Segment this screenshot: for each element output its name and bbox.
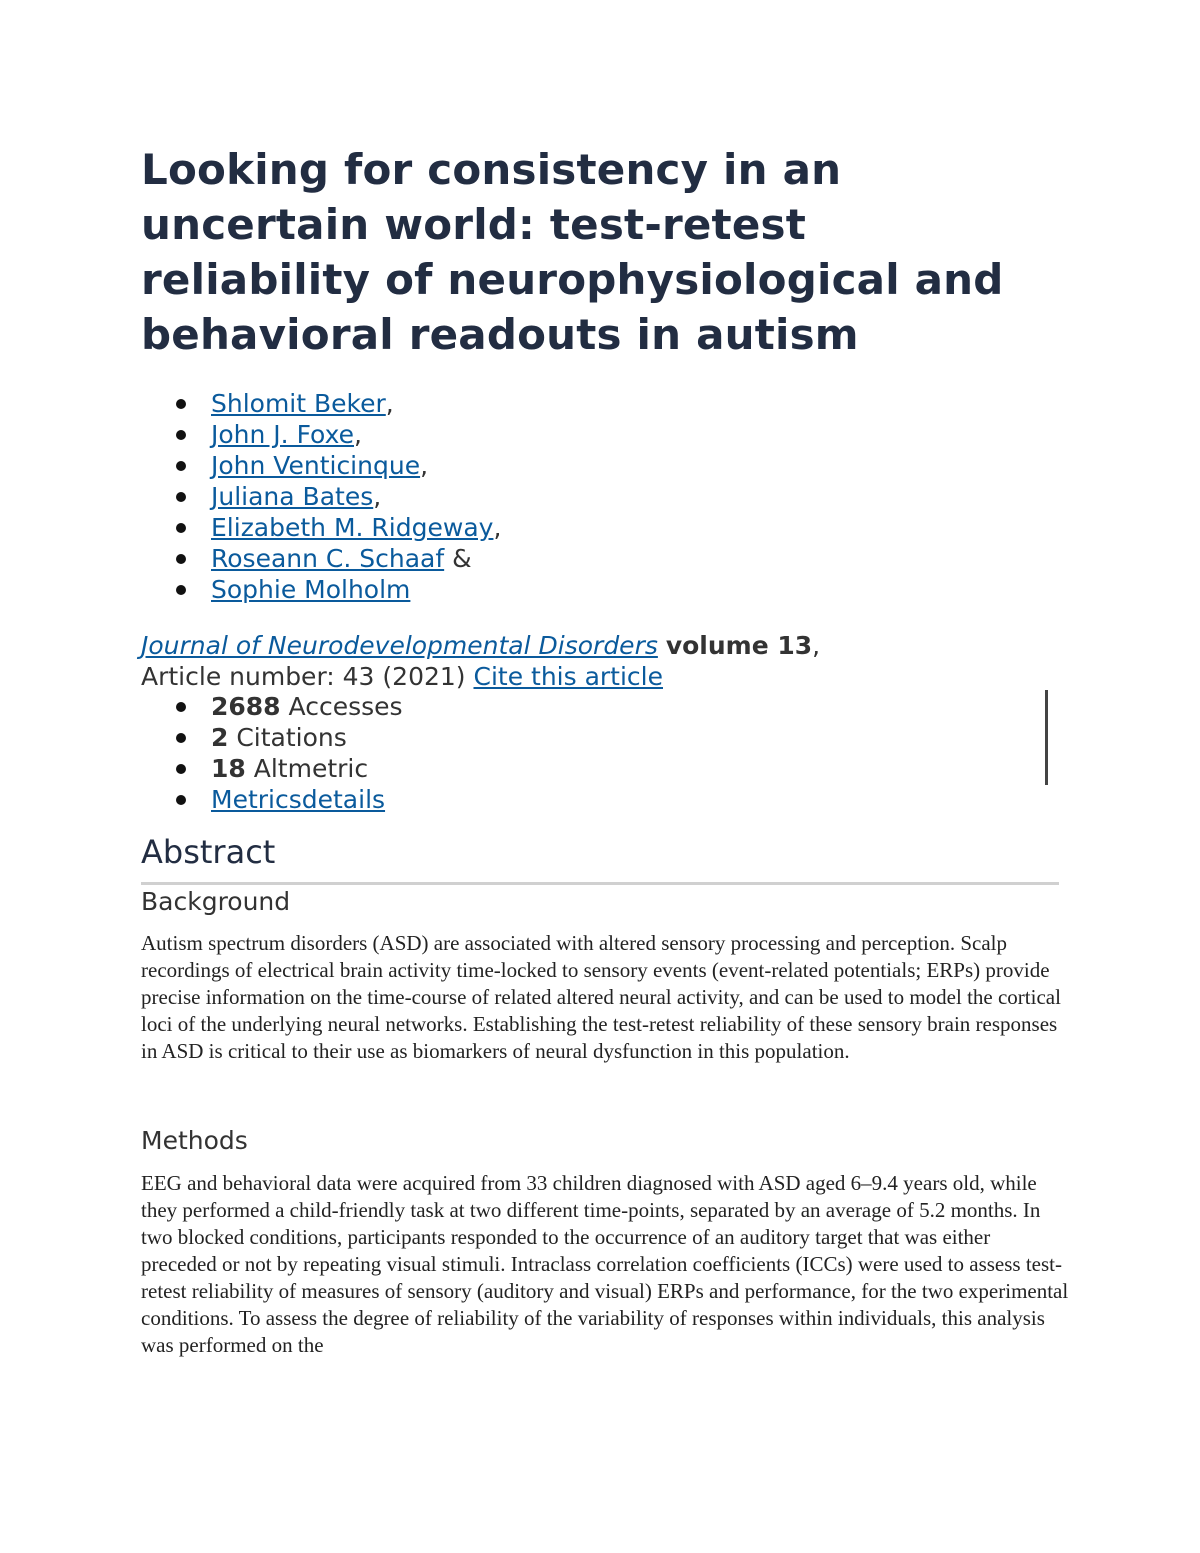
vertical-divider xyxy=(1045,690,1048,785)
author-item xyxy=(141,481,501,512)
author-list xyxy=(141,388,501,605)
bullet-icon xyxy=(176,554,186,564)
author-link[interactable]: Sophie Molholm xyxy=(211,575,411,604)
author-separator: , xyxy=(493,513,502,542)
article-number-line xyxy=(141,661,820,692)
metric-label: Citations xyxy=(228,723,347,752)
bullet-icon xyxy=(176,795,186,805)
metrics-details-link[interactable]: Metricsdetails xyxy=(211,785,386,814)
article-title: Looking for consistency in an uncertain world: test-retest reliability of neurophysiological and behavioral readouts in autism xyxy=(141,145,1004,359)
bullet-icon xyxy=(176,461,186,471)
methods-heading: Methods xyxy=(141,1126,248,1155)
journal-link[interactable]: Journal of Neurodevelopmental Disorders xyxy=(141,631,658,660)
journal-line xyxy=(141,630,820,661)
author-separator: , xyxy=(373,482,382,511)
author-item xyxy=(141,450,501,481)
bullet-icon xyxy=(176,523,186,533)
author-link[interactable]: Roseann C. Schaaf xyxy=(211,544,445,573)
metric-label: Altmetric xyxy=(245,754,369,783)
bullet-icon xyxy=(176,430,186,440)
metric-altmetric xyxy=(141,753,403,784)
journal-citation xyxy=(141,630,820,692)
bullet-icon xyxy=(176,733,186,743)
bullet-icon xyxy=(176,764,186,774)
author-separator: , xyxy=(385,389,394,418)
author-link[interactable]: Shlomit Beker xyxy=(211,389,386,418)
bullet-icon xyxy=(176,399,186,409)
metric-value: 2 xyxy=(211,723,229,752)
methods-paragraph: EEG and behavioral data were acquired from 33 children diagnosed with ASD aged 6–9.4 years old, while they performed a child-friendly task at two different time-points, separated by an average of 5.2 months. In two blocked conditions, participants responded to the occurrence of an auditory target that was either preceded or not by repeating visual stimuli. Intraclass correlation coefficients (ICCs) were used to assess test-retest reliability of measures of sensory (auditory and visual) ERPs and performance, for the two experimental conditions. To assess the degree of reliability of the variability of responses within individuals, this analysis was performed on the xyxy=(141,1171,1069,1357)
author-link[interactable]: Elizabeth M. Ridgeway xyxy=(211,513,494,542)
metric-value: 2688 xyxy=(211,692,281,721)
abstract-heading: Abstract xyxy=(141,833,276,871)
cite-article-link[interactable]: Cite this article xyxy=(473,662,663,691)
metric-label: Accesses xyxy=(280,692,403,721)
author-item xyxy=(141,543,501,574)
abstract-rule xyxy=(141,882,1059,885)
author-separator: & xyxy=(444,544,472,573)
author-link[interactable]: John J. Foxe xyxy=(211,420,354,449)
metric-citations xyxy=(141,722,403,753)
author-item xyxy=(141,512,501,543)
journal-volume: volume 13 xyxy=(665,631,813,660)
bullet-icon xyxy=(176,585,186,595)
author-separator: , xyxy=(354,420,362,449)
bullet-icon xyxy=(176,492,186,502)
volume-separator: , xyxy=(812,631,821,660)
author-separator: , xyxy=(420,451,429,480)
background-paragraph: Autism spectrum disorders (ASD) are associated with altered sensory processing and perception. Scalp recordings of electrical brain activity time-locked to sensory events (event-related potentials; ERPs) provide precise information on the time-course of related altered neural activity, and can be used to model the cortical loci of the underlying neural networks. Establishing the test-retest reliability of these sensory brain responses in ASD is critical to their use as biomarkers of neural dysfunction in this population. xyxy=(141,931,1061,1063)
metrics-list xyxy=(141,691,403,815)
author-link[interactable]: Juliana Bates xyxy=(211,482,374,511)
metric-value: 18 xyxy=(211,754,246,783)
author-item xyxy=(141,419,501,450)
article-number: Article number: 43 (2021) xyxy=(141,662,474,691)
author-item xyxy=(141,574,501,605)
metric-accesses xyxy=(141,691,403,722)
bullet-icon xyxy=(176,702,186,712)
metric-details xyxy=(141,784,403,815)
author-item xyxy=(141,388,501,419)
background-heading: Background xyxy=(141,887,291,916)
author-link[interactable]: John Venticinque xyxy=(211,451,421,480)
